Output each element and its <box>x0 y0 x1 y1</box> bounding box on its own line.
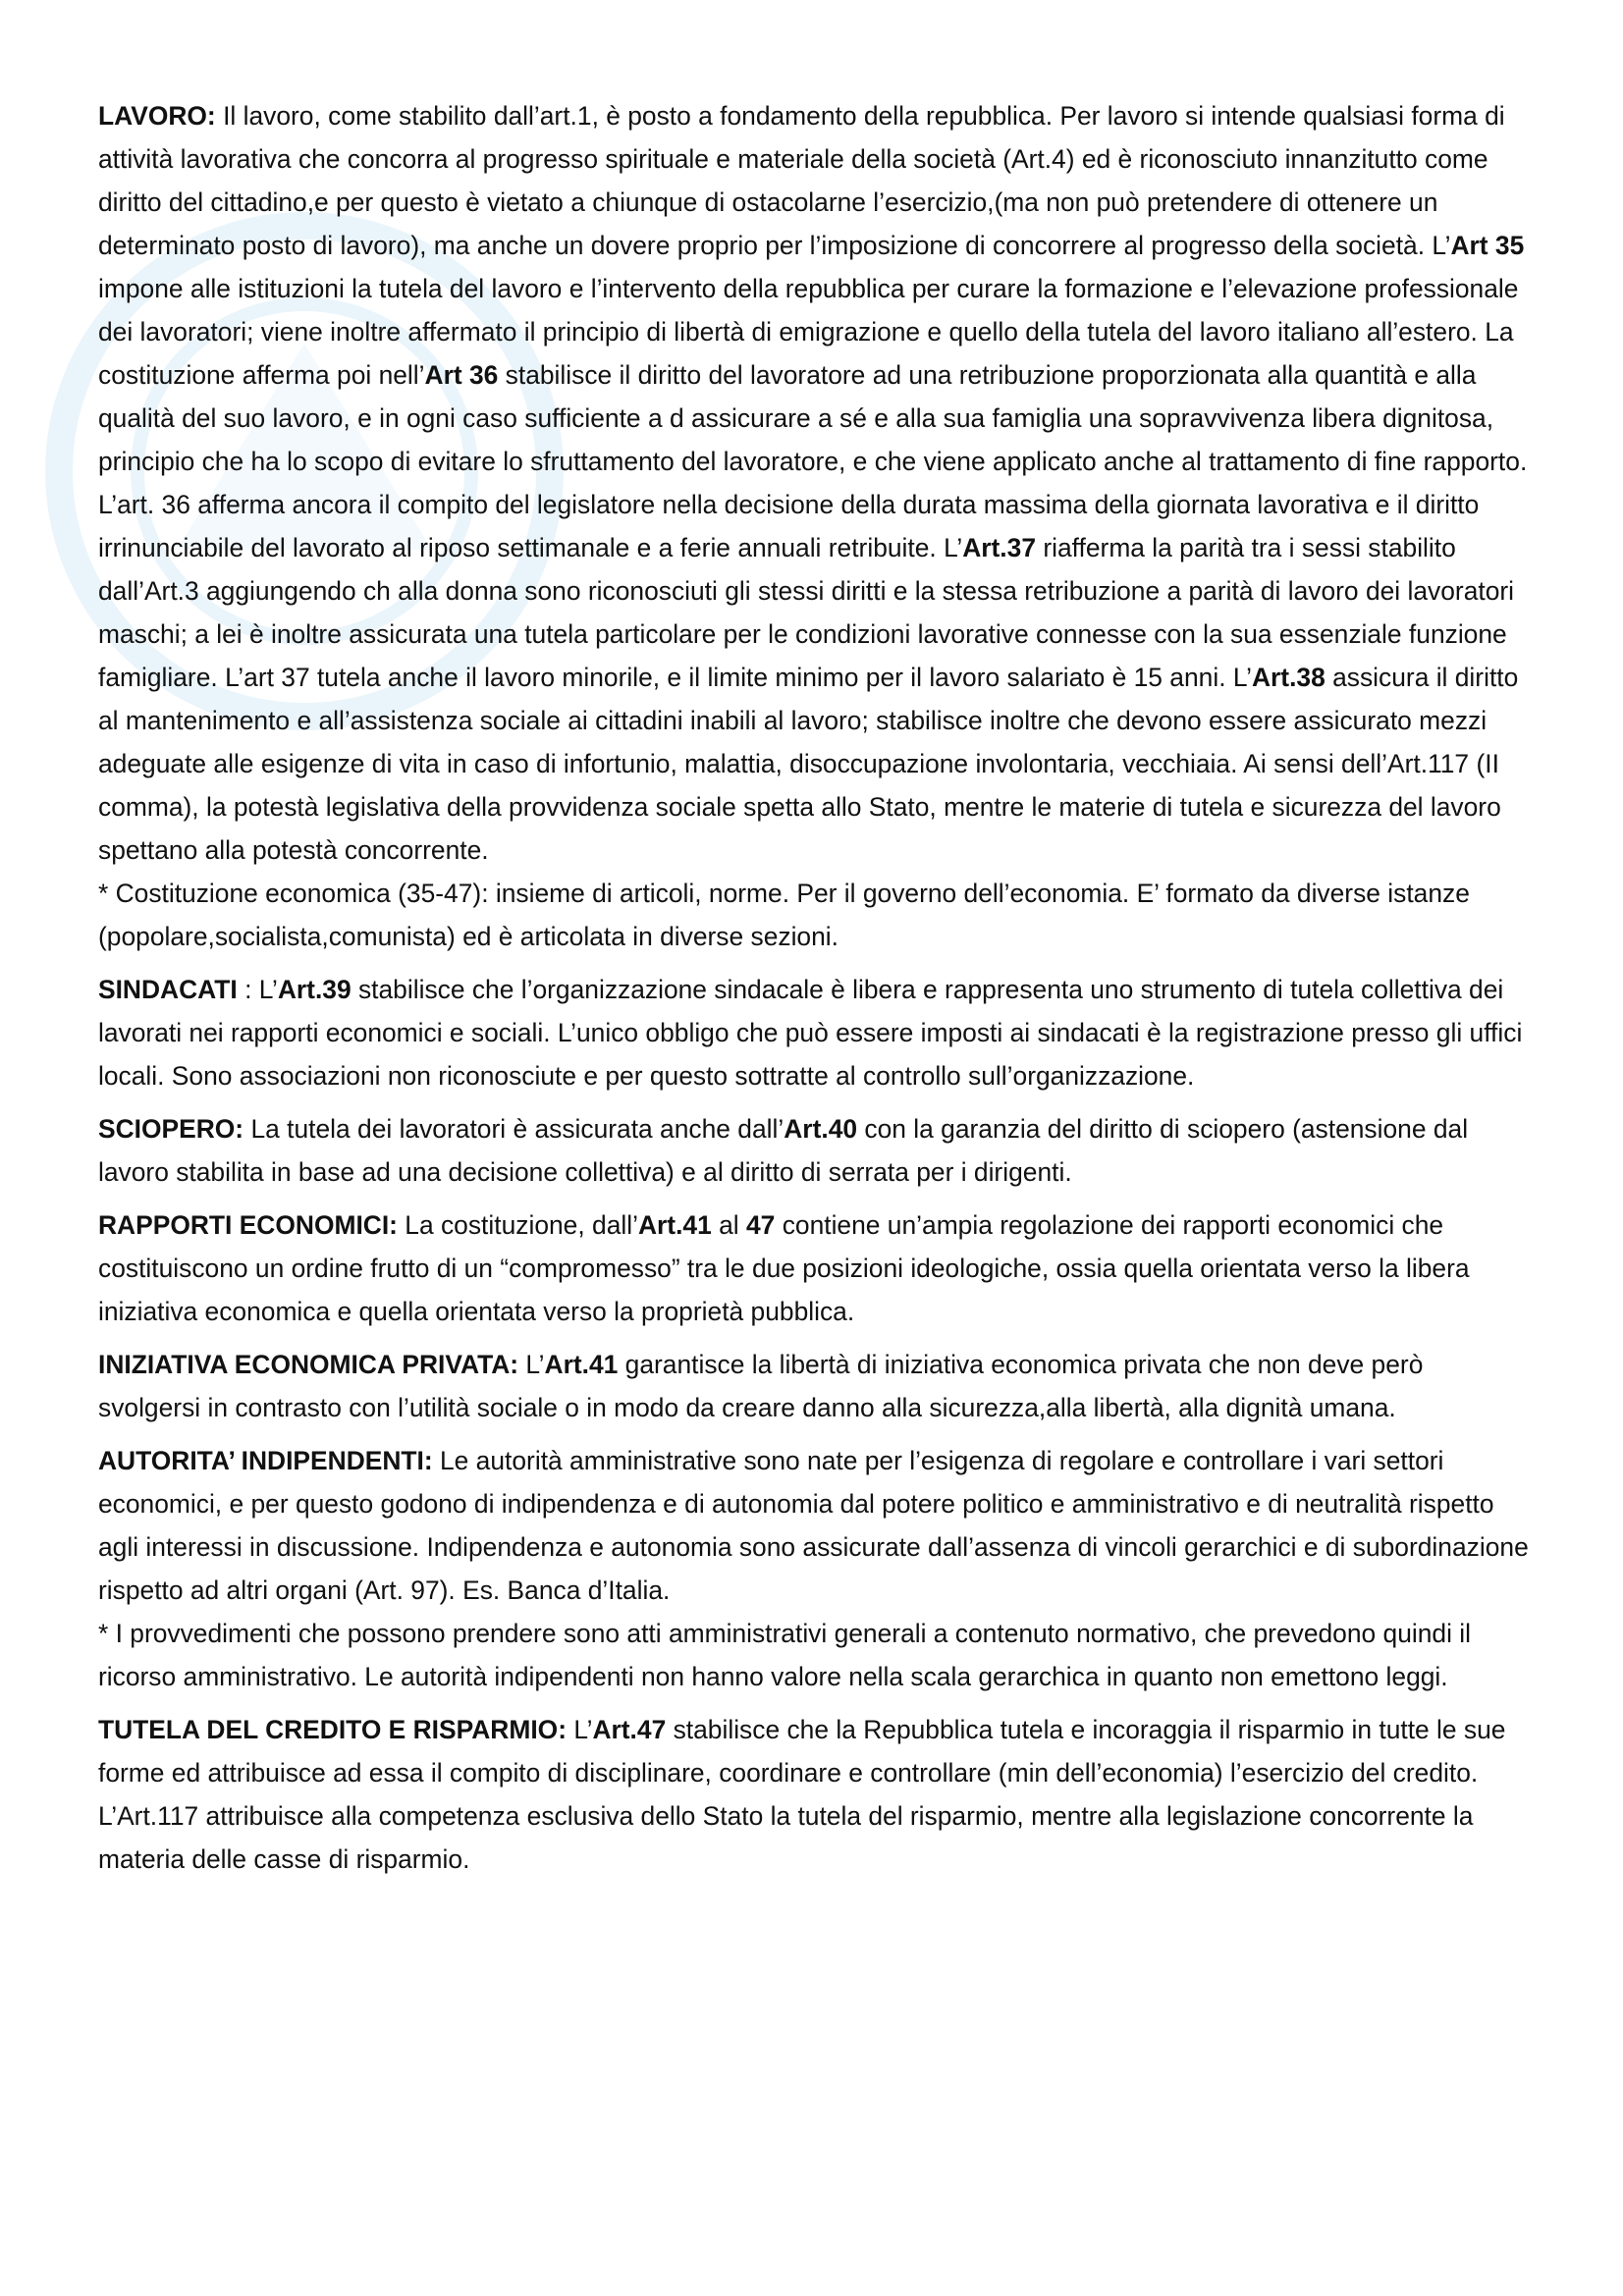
section-rapporti-economici <box>98 1203 1532 1333</box>
section-autorita-indipendenti <box>98 1439 1532 1698</box>
credito-heading: TUTELA DEL CREDITO E RISPARMIO: <box>98 1715 568 1744</box>
section-sindacati <box>98 968 1532 1097</box>
rapporti-body: RAPPORTI ECONOMICI: La costituzione, dall’Art.41 al 47 contiene un’ampia regolazione dei rapporti economici che costituiscono un ordine frutto di un “compromesso” tra le due posizioni ideologiche, ossia quella orientata verso la libera iniziativa economica e quella orientata verso la proprietà pubblica. <box>98 1210 1470 1326</box>
rapporti-heading: RAPPORTI ECONOMICI: <box>98 1210 398 1240</box>
section-tutela-credito <box>98 1708 1532 1881</box>
credito-body: TUTELA DEL CREDITO E RISPARMIO: L’Art.47 stabilisce che la Repubblica tutela e incoraggia il risparmio in tutte le sue forme ed attribuisce ad essa il compito di disciplinare, coordinare e controllare (min dell’economia) l’esercizio del credito. L’Art.117 attribuisce alla competenza esclusiva dello Stato la tutela del risparmio, mentre alla legislazione concorrente la materia delle casse di risparmio. <box>98 1715 1506 1874</box>
lavoro-body: LAVORO: Il lavoro, come stabilito dall’art.1, è posto a fondamento della repubblica. Per lavoro si intende qualsiasi forma di attività lavorativa che concorra al progresso spirituale e materiale della società (Art.4) ed è riconosciuto innanzitutto come diritto del cittadino,e per questo è vietato a chiunque di ostacolarne l’esercizio,(ma non può pretendere di ottenere un determinato posto di lavoro), ma anche un dovere proprio per l’imposizione di concorrere al progresso della società. L’Art 35 impone alle istituzioni la tutela del lavoro e l’intervento della repubblica per curare la formazione e l’elevazione professionale dei lavoratori; viene inoltre affermato il principio di libertà di emigrazione e quello della tutela del lavoro italiano all’estero. La costituzione afferma poi nell’Art 36 stabilisce il diritto del lavoratore ad una retribuzione proporzionata alla quantità e alla qualità del suo lavoro, e in ogni caso sufficiente a d assicurare a sé e alla sua famiglia una sopravvivenza libera dignitosa, principio che ha lo scopo di evitare lo sfruttamento del lavoratore, e che viene applicato anche al trattamento di fine rapporto. L’art. 36 afferma ancora il compito del legislatore nella decisione della durata massima della giornata lavorativa e il diritto irrinunciabile del lavorato al riposo settimanale e a ferie annuali retribuite. L’Art.37 riafferma la parità tra i sessi stabilito dall’Art.3 aggiungendo ch alla donna sono riconosciuti gli stessi diritti e la stessa retribuzione a parità di lavoro dei lavoratori maschi; a lei è inoltre assicurata una tutela particolare per le condizioni lavorative connesse con la sua essenziale funzione famigliare. L’art 37 tutela anche il lavoro minorile, e il limite minimo per il lavoro salariato è 15 anni. L’Art.38 assicura il diritto al mantenimento e all’assistenza sociale ai cittadini inabili al lavoro; stabilisce inoltre che devono essere assicurato mezzi adeguate alle esigenze di vita in caso di infortunio, malattia, disoccupazione involontaria, vecchiaia. Ai sensi dell’Art.117 (II comma), la potestà legislativa della provvidenza sociale spetta allo Stato, mentre le materie di tutela e sicurezza del lavoro spettano alla potestà concorrente. <box>98 101 1528 865</box>
section-lavoro <box>98 94 1532 958</box>
document-page <box>98 94 1532 1891</box>
autorita-heading: AUTORITA’ INDIPENDENTI: <box>98 1446 433 1475</box>
section-iniziativa-economica <box>98 1343 1532 1429</box>
iniziativa-body: INIZIATIVA ECONOMICA PRIVATA: L’Art.41 garantisce la libertà di iniziativa economica privata che non deve però svolgersi in contrasto con l’utilità sociale o in modo da creare danno alla sicurezza,alla libertà, alla dignità umana. <box>98 1350 1424 1422</box>
sciopero-body: SCIOPERO: La tutela dei lavoratori è assicurata anche dall’Art.40 con la garanzia del diritto di sciopero (astensione dal lavoro stabilita in base ad una decisione collettiva) e al diritto di serrata per i dirigenti. <box>98 1114 1469 1187</box>
autorita-body: AUTORITA’ INDIPENDENTI: Le autorità amministrative sono nate per l’esigenza di regolare e controllare i vari settori economici, e per questo godono di indipendenza e di autonomia dal potere politico e amministrativo e di neutralità rispetto agli interessi in discussione. Indipendenza e autonomia sono assicurate dall’assenza di vincoli gerarchici e di subordinazione rispetto ad altri organi (Art. 97). Es. Banca d’Italia. <box>98 1446 1529 1605</box>
lavoro-heading: LAVORO: <box>98 101 216 131</box>
sciopero-heading: SCIOPERO: <box>98 1114 244 1144</box>
iniziativa-heading: INIZIATIVA ECONOMICA PRIVATA: <box>98 1350 519 1379</box>
sindacati-body: SINDACATI : L’Art.39 stabilisce che l’organizzazione sindacale è libera e rappresenta uno strumento di tutela collettiva dei lavorati nei rapporti economici e sociali. L’unico obbligo che può essere imposti ai sindacati è la registrazione presso gli uffici locali. Sono associazioni non riconosciute e per questo sottratte al controllo sull’organizzazione. <box>98 975 1523 1091</box>
lavoro-note: * Costituzione economica (35-47): insieme di articoli, norme. Per il governo dell’economia. E’ formato da diverse istanze (popolare,socialista,comunista) ed è articolata in diverse sezioni. <box>98 879 1470 951</box>
sindacati-heading: SINDACATI <box>98 975 238 1004</box>
section-sciopero <box>98 1107 1532 1194</box>
autorita-note: * I provvedimenti che possono prendere sono atti amministrativi generali a contenuto normativo, che prevedono quindi il ricorso amministrativo. Le autorità indipendenti non hanno valore nella scala gerarchica in quanto non emettono leggi. <box>98 1619 1472 1691</box>
